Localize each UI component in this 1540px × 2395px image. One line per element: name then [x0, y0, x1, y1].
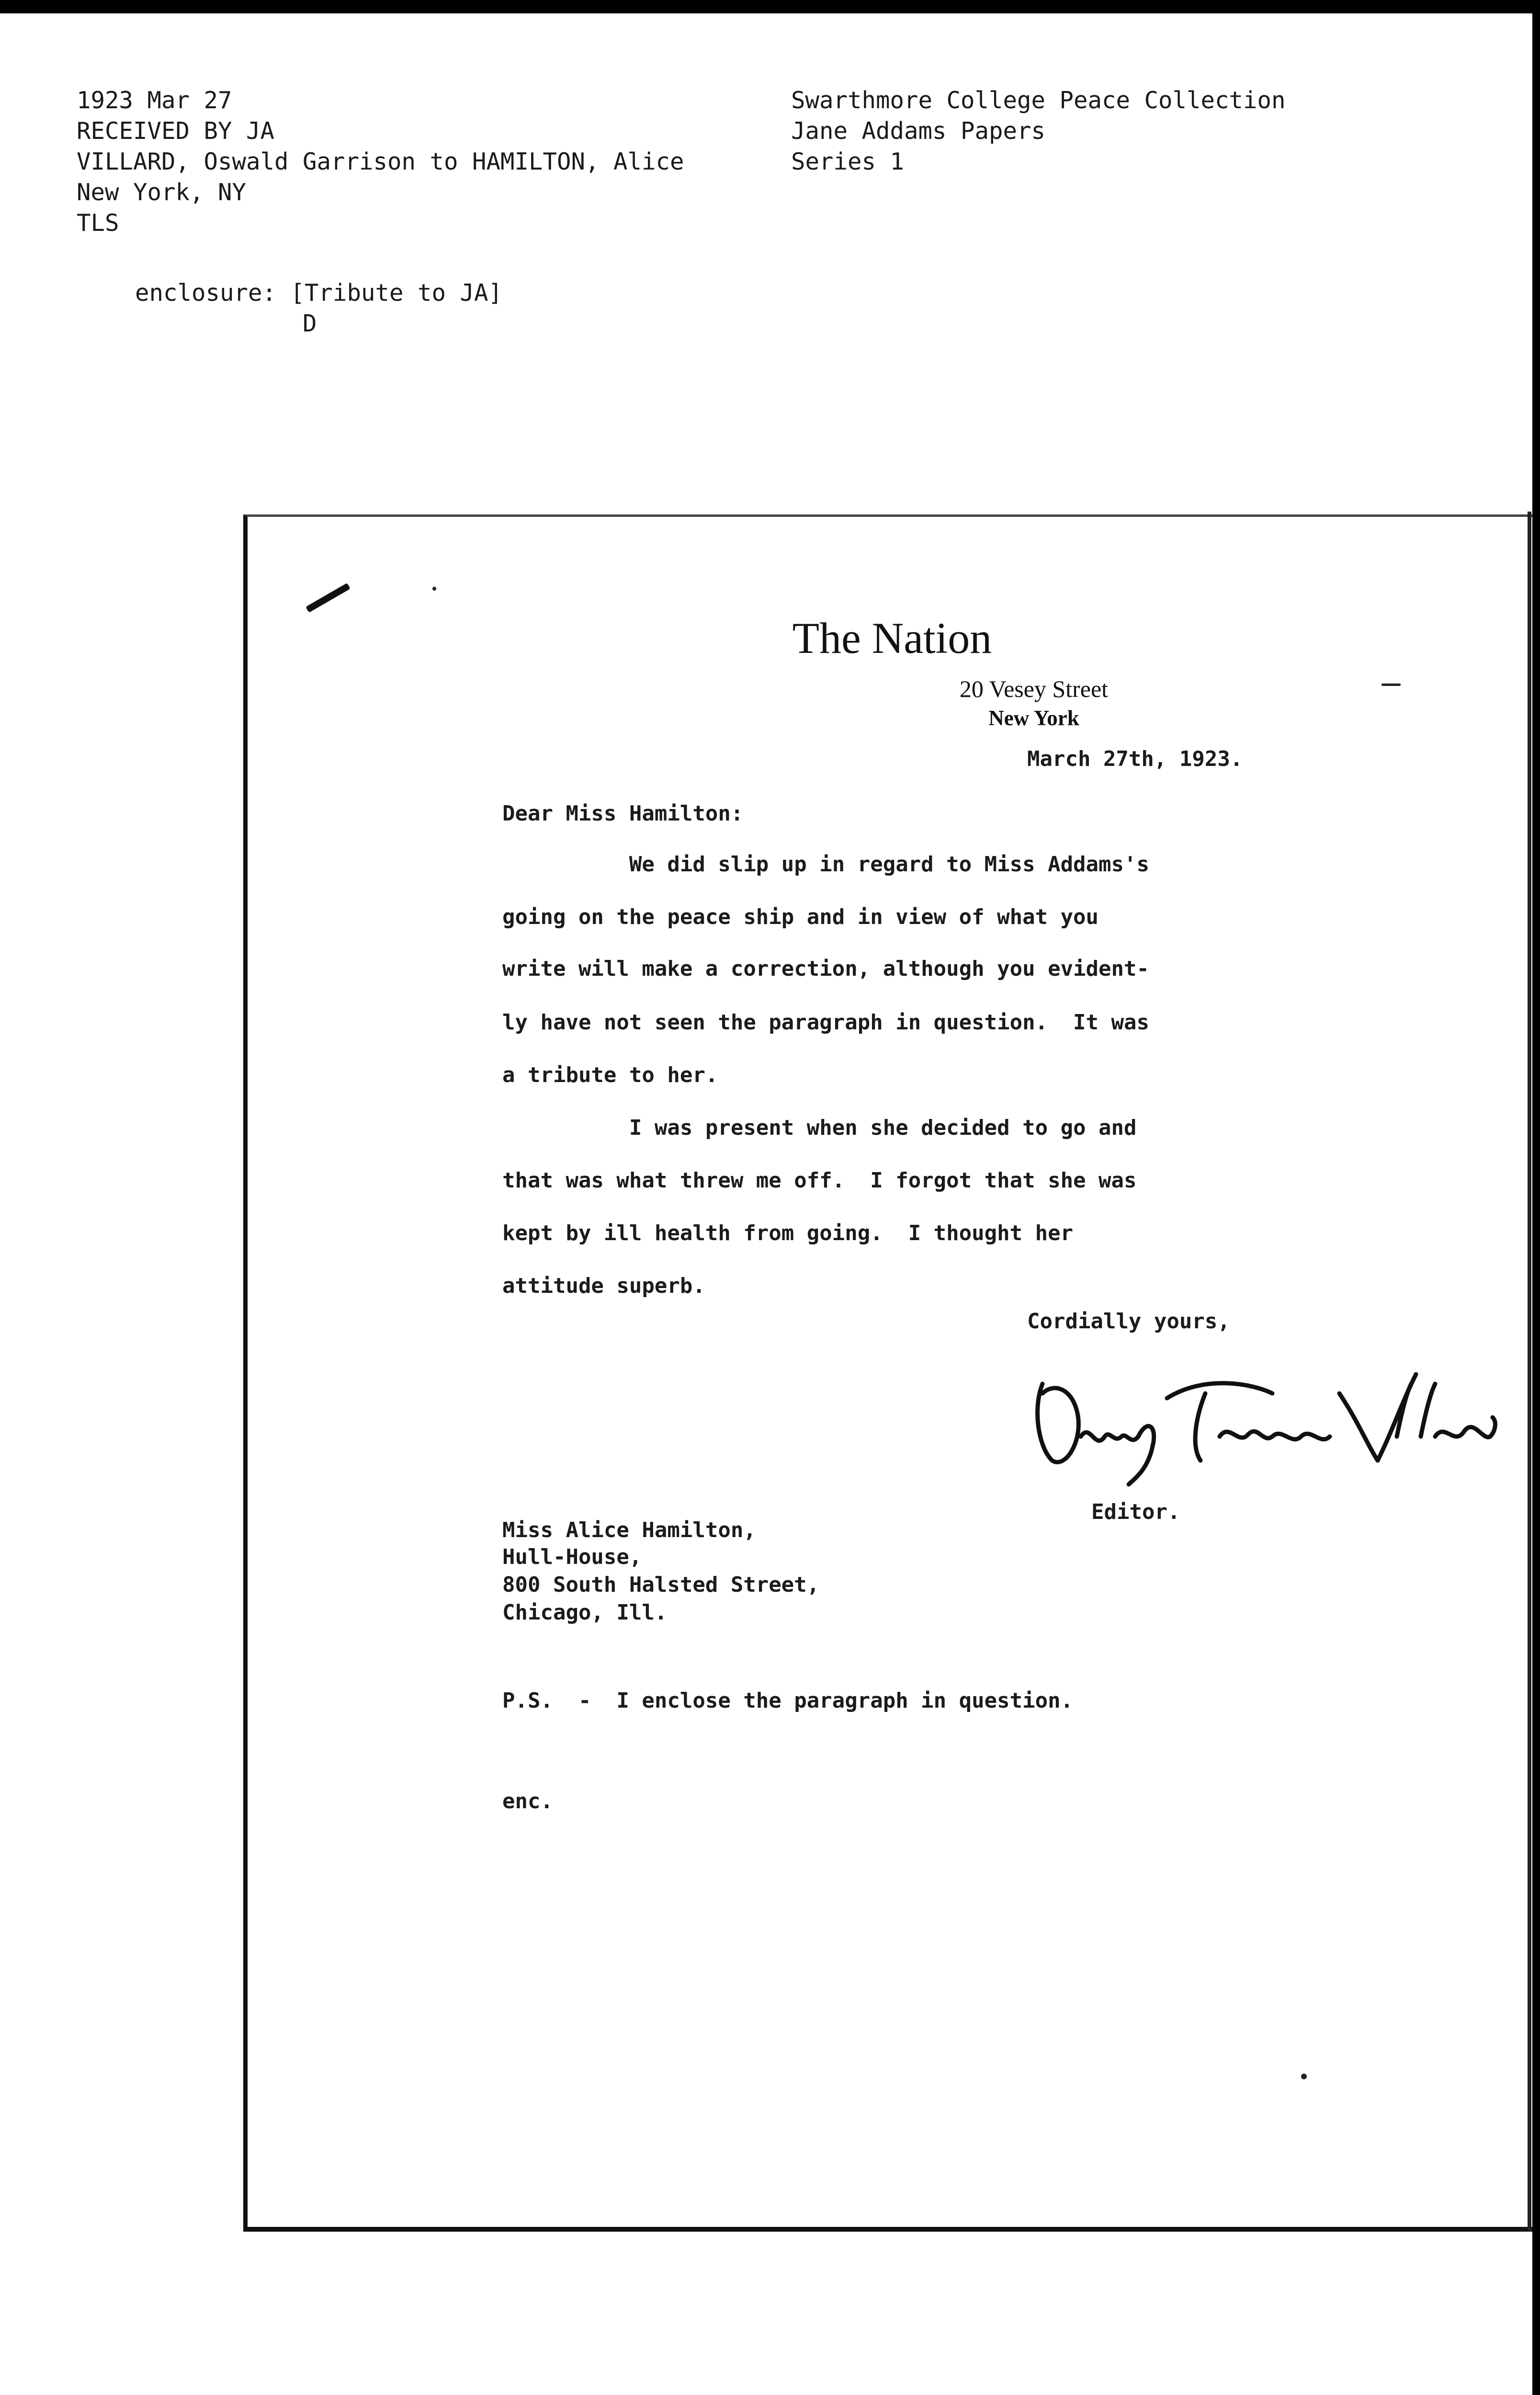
- salutation: Dear Miss Hamilton:: [502, 801, 744, 826]
- archival-page: [0, 13, 1532, 2395]
- body-line: write will make a correction, although you evident-: [502, 957, 1150, 981]
- closing: Cordially yours,: [1027, 1309, 1230, 1334]
- catalog-format: TLS: [77, 209, 119, 237]
- catalog-received: RECEIVED BY JA: [77, 117, 275, 145]
- postscript: P.S. - I enclose the paragraph in question.: [502, 1688, 1074, 1713]
- catalog-place: New York, NY: [77, 179, 247, 206]
- enclosure-record: [135, 278, 502, 339]
- sheet-edge: [1528, 512, 1531, 2231]
- address-line: 800 South Halsted Street,: [502, 1573, 820, 1597]
- body-line: We did slip up in regard to Miss Addams's: [502, 852, 1150, 877]
- address-line: Hull-House,: [502, 1545, 642, 1569]
- body-line: I was present when she decided to go and: [502, 1116, 1137, 1140]
- signer-title: Editor.: [1091, 1500, 1180, 1524]
- handwritten-signature: [1023, 1365, 1502, 1489]
- collection-papers: Jane Addams Papers: [791, 117, 1046, 145]
- body-line: kept by ill health from going. I thought her: [502, 1221, 1074, 1245]
- catalog-correspondents: VILLARD, Oswald Garrison to HAMILTON, Alice: [77, 148, 684, 175]
- speck: [1301, 2074, 1307, 2079]
- address-line: Miss Alice Hamilton,: [502, 1518, 756, 1542]
- letterhead-street: 20 Vesey Street: [959, 675, 1109, 702]
- address-line: Chicago, Ill.: [502, 1600, 668, 1625]
- body-line: going on the peace ship and in view of what you: [502, 905, 1099, 929]
- catalog-date: 1923 Mar 27: [77, 87, 232, 114]
- body-line: ly have not seen the paragraph in question. It was: [502, 1010, 1150, 1035]
- enclosure-line: enclosure: [Tribute to JA]: [135, 279, 503, 307]
- letter-sheet: [243, 514, 1532, 2232]
- body-line: that was what threw me off. I forgot that she was: [502, 1168, 1137, 1193]
- collection-series: Series 1: [791, 148, 905, 175]
- speck: [432, 587, 436, 591]
- body-line: a tribute to her.: [502, 1063, 718, 1087]
- enclosure-type: D: [303, 310, 317, 337]
- collection-info: [791, 85, 1286, 177]
- letterhead-city: New York: [988, 706, 1079, 730]
- body-line: attitude superb.: [502, 1274, 705, 1298]
- enclosure-note: enc.: [502, 1789, 553, 1813]
- collection-name: Swarthmore College Peace Collection: [791, 87, 1286, 114]
- pencil-tick-mark: [306, 583, 351, 613]
- letter-date: March 27th, 1923.: [1027, 747, 1243, 771]
- letterhead-title: The Nation: [792, 614, 992, 662]
- catalog-record: [77, 85, 684, 239]
